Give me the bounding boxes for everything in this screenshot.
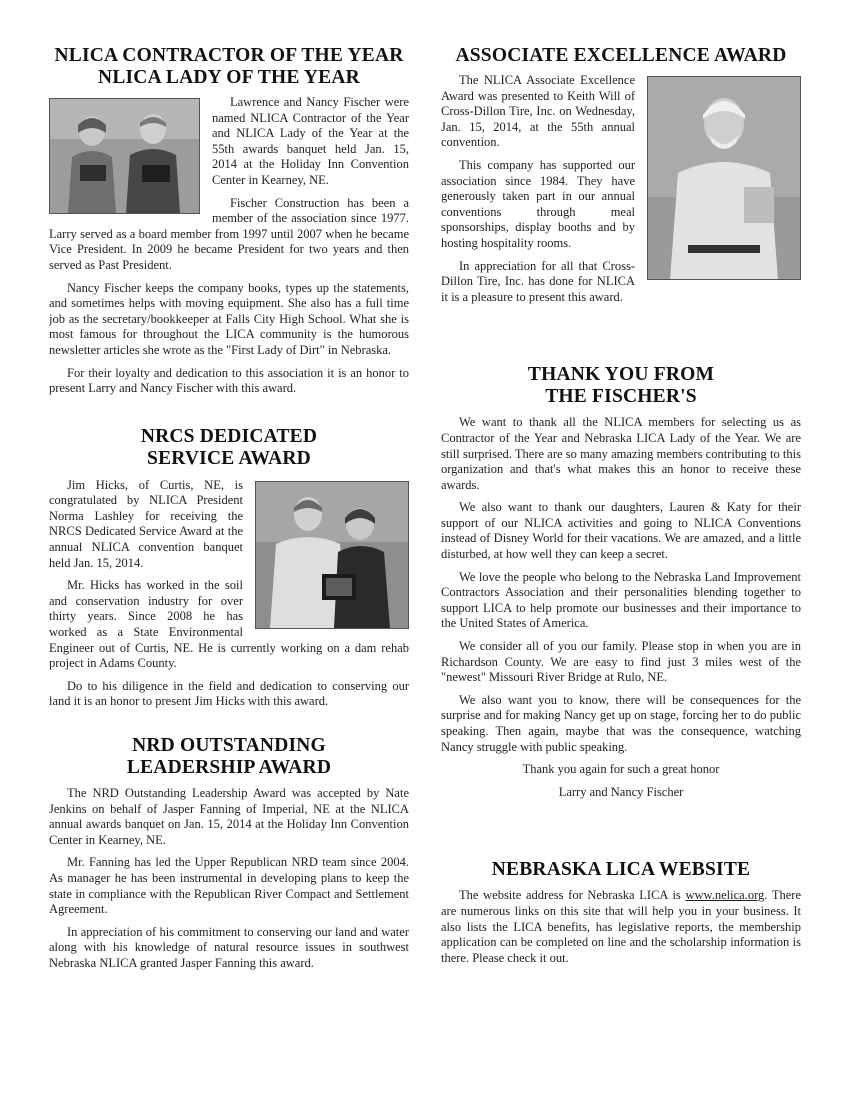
- associate-title: ASSOCIATE EXCELLENCE AWARD: [455, 45, 787, 66]
- thanks-paragraph-1: We want to thank all the NLICA members for selecting us as Contractor of the Year and Nebraska LICA Lady of the Year. We are still surprised. There are so many amazing members contributing to this organization and that's what makes this an honor to receive these awards.: [441, 415, 801, 492]
- thank-you-section: [441, 364, 801, 807]
- thanks-paragraph-3: We love the people who belong to the Nebraska Land Improvement Contractors Association and their personalities blending together to support LICA to help promote our businesses and their importance to the United States of America.: [441, 569, 801, 631]
- nrd-paragraph-3: In appreciation of his commitment to conserving our land and water along with his knowledge of natural resource issues in southwest Nebraska NLICA granted Jasper Fanning this award.: [49, 924, 409, 970]
- thanks-paragraph-5: We also want you to know, there will be consequences for the surprise and for making Nancy get up on stage, forcing her to do public speaking. Then again, maybe that was the consequence, watching Nancy struggle with public speaking.: [441, 692, 801, 754]
- nrd-title-line2: LEADERSHIP AWARD: [126, 757, 332, 778]
- hicks-photo: [255, 481, 409, 629]
- nrcs-paragraph-1: Jim Hicks, of Curtis, NE, is congratulated by NLICA President Norma Lashley for receiving the NRCS Dedicated Service Award at the annual NLICA convention banquet held Jan. 15, 2014.: [49, 477, 243, 570]
- associate-award-section: [441, 45, 801, 312]
- associate-paragraph-1: The NLICA Associate Excellence Award was presented to Keith Will of Cross-Dillon Tire, Inc. on Wednesday, Jan. 15, 2014, at the 55th annual convention.: [441, 73, 635, 150]
- fischer-photo: [49, 98, 200, 214]
- nrd-paragraph-1: The NRD Outstanding Leadership Award was accepted by Nate Jenkins on behalf of Jasper Fanning of Imperial, NE at the NLICA annual awards banquet on Jan. 15, 2014 at the Holiday Inn Convention Center in Kearney, NE.: [49, 786, 409, 847]
- contractor-paragraph-1: Lawrence and Nancy Fischer were named NLICA Contractor of the Year and NLICA Lady of the Year at the 55th awards banquet held Jan. 15, 2014 at the Holiday Inn Convention Center in Kearney, NE.: [212, 95, 409, 187]
- thanks-signature: Larry and Nancy Fischer: [558, 784, 684, 799]
- nrd-paragraph-2: Mr. Fanning has led the Upper Republican NRD team since 2004. As manager he has been instrumental in developing plans to keep the state in compliance with the Republican River Compact and Settlement Agreement.: [49, 855, 409, 917]
- nrcs-paragraph-3: Do to his diligence in the field and dedication to conserving our land it is an honor to present Jim Hicks with this award.: [49, 678, 409, 709]
- contractor-title-line1: NLICA CONTRACTOR OF THE YEAR: [54, 45, 404, 66]
- website-section: [441, 859, 801, 973]
- nrd-title-line1: NRD OUTSTANDING: [132, 735, 326, 756]
- website-paragraph: [441, 888, 801, 966]
- thanks-title-line2: THE FISCHER'S: [545, 386, 697, 408]
- website-title: NEBRASKA LICA WEBSITE: [491, 859, 751, 881]
- thanks-paragraph-4: We consider all of you our family. Please stop in when you are in Richardson County. We are easy to find just 3 miles west of the "newest" Missouri River Bridge at Rulo, NE.: [441, 639, 801, 685]
- website-text-before: The website address for Nebraska LICA is: [459, 888, 686, 903]
- associate-paragraph-3: In appreciation for all that Cross-Dillon Tire, Inc. has done for NLICA it is a pleasure to present this award.: [441, 258, 635, 304]
- contractor-paragraph-2: Fischer Construction has been a member of the association since 1977. Larry served as a board member from 1997 until 2007 when he became Vice President. In 2009 he became President for two years and then served as Past President.: [49, 195, 409, 272]
- nrcs-award-section: [49, 426, 409, 717]
- contractor-paragraph-4: For their loyalty and dedication to this association it is an honor to present Larry and Nancy Fischer with this award.: [49, 365, 409, 396]
- left-column: [49, 45, 409, 979]
- contractor-paragraph-3: Nancy Fischer keeps the company books, types up the statements, and sometimes helps with moving equipment. She also has a full time job as the secretary/bookkeeper at Falls City High School. What she is most famous for throughout the LICA community is the humorous newsletter articles she wrote as the "First Lady of Dirt" in Nebraska.: [49, 280, 409, 357]
- associate-paragraph-2: This company has supported our association since 1984. They have generously taken part in our annual conventions through meal sponsorships, display booths and by hosting hospitality rooms.: [441, 157, 635, 250]
- contractor-of-year-section: [49, 45, 409, 404]
- thanks-title-line1: THANK YOU FROM: [527, 364, 715, 386]
- nrcs-title-line1: NRCS DEDICATED: [140, 425, 318, 447]
- thanks-paragraph-2: We also want to thank our daughters, Lauren & Katy for their support of our NLICA activities and going to NLICA Conventions instead of Disney World for their vacations. We are amazed, and a little disturbed, at how well they can keep a secret.: [441, 500, 801, 562]
- right-column: [441, 45, 801, 973]
- website-link[interactable]: www.nelica.org: [685, 888, 765, 903]
- nrcs-title-line2: SERVICE AWARD: [147, 447, 311, 469]
- nrcs-paragraph-2: Mr. Hicks has worked in the soil and conservation industry for over thirty years. Since 2008 he has worked as a State Environmental Engineer out of Curtis, NE. He is currently working on a dam rehab project in Adams County.: [49, 578, 409, 671]
- keith-will-photo: [647, 76, 801, 280]
- contractor-title-line2: NLICA LADY OF THE YEAR: [98, 67, 360, 88]
- nrd-award-section: [49, 735, 409, 979]
- thanks-closing: Thank you again for such a great honor: [522, 762, 720, 777]
- website-text-after: . There are numerous links on this site that will help you in your business. It also lists the LICA benefits, has legislative reports, the membership application can be completed on line and the scholarship information is there. Please check it out.: [441, 888, 801, 965]
